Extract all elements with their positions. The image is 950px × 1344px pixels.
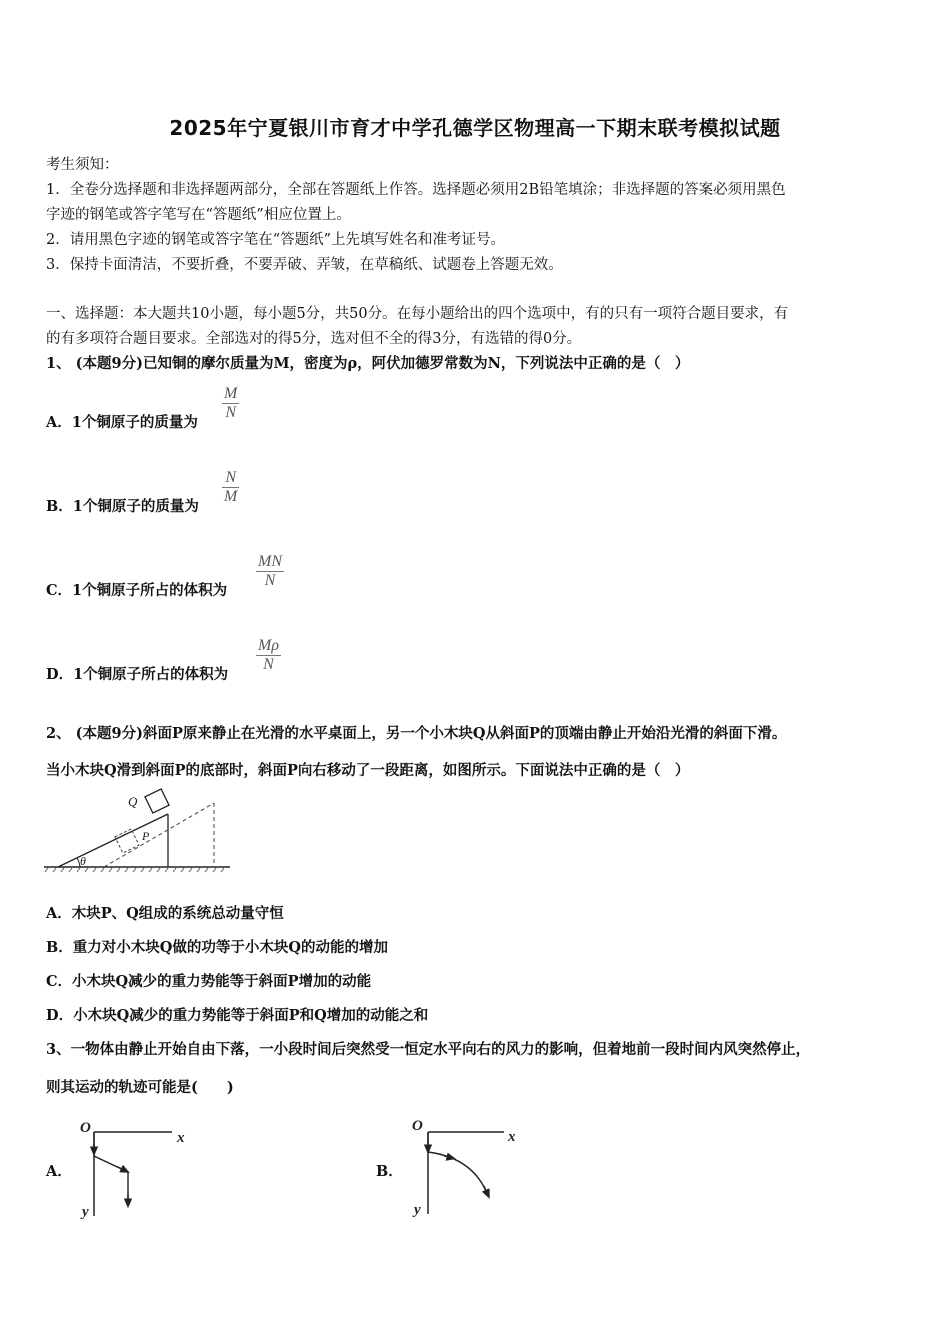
incline-figure (44, 786, 234, 874)
q1-option-b: B．1个铜原子的质量为 (46, 498, 199, 515)
notice-item: 2．请用黑色字迹的钢笔或答字笔在“答题纸”上先填写姓名和准考证号。 (46, 232, 506, 248)
q3-stem-line1: 3、一物体由静止开始自由下落，一小段时间后突然受一恒定水平向右的风力的影响，但着地前一段时间内风突然停止， (46, 1041, 811, 1058)
trajectory-b (428, 1132, 488, 1196)
y-axis-label: y (414, 1202, 421, 1218)
fraction-denominator: M (224, 488, 238, 505)
q1-option-d-fraction (256, 637, 281, 674)
block-q (145, 789, 169, 813)
q2-option-c: C．小木块Q减少的重力势能等于斜面P增加的动能 (46, 973, 372, 990)
section-instructions: 的有多项符合题目要求。全部选对的得5分，选对但不全的得3分，有选错的得0分。 (46, 331, 582, 347)
label-p: P (142, 829, 150, 843)
x-axis-label: x (177, 1130, 185, 1146)
fraction-numerator: Mρ (258, 637, 280, 654)
q1-option-c-fraction (256, 553, 284, 590)
notice-item: 字迹的钢笔或答字笔写在“答题纸”相应位置上。 (46, 207, 351, 223)
q3-stem-line2: 则其运动的轨迹可能是( ) (46, 1079, 234, 1096)
arrow (118, 1167, 126, 1171)
q2-option-a: A．木块P、Q组成的系统总动量守恒 (46, 905, 284, 922)
incline-slope (58, 814, 168, 867)
page-title: 2025年宁夏银川市育才中学孔德学区物理高一下期末联考模拟试题 (169, 116, 781, 140)
arrow (444, 1156, 452, 1158)
fraction-denominator: N (264, 572, 276, 589)
q2-stem-line1: 2、 (本题9分)斜面P原来静止在光滑的水平桌面上，另一个小木块Q从斜面P的顶端由静止开始沿光滑的斜面下滑。 (46, 725, 787, 742)
q1-option-a-fraction (222, 385, 239, 422)
fraction-numerator: N (225, 469, 236, 486)
block-q-dashed (115, 829, 139, 853)
label-q: Q (128, 794, 138, 809)
q2-stem-line2: 当小木块Q滑到斜面P的底部时，斜面P向右移动了一段距离，如图所示。下面说法中正确的是（ ） (46, 762, 690, 779)
q2-option-b: B．重力对小木块Q做的功等于小木块Q的动能的增加 (46, 939, 389, 956)
x-axis-label: x (508, 1129, 516, 1145)
q3-option-b-graph (404, 1110, 534, 1220)
notice-heading: 考生须知： (46, 157, 119, 173)
notice-item: 3．保持卡面清洁，不要折叠，不要弄破、弄皱，在草稿纸、试题卷上答题无效。 (46, 257, 563, 273)
arrow (484, 1186, 488, 1195)
fraction-numerator: M (224, 385, 238, 402)
q1-option-c: C．1个铜原子所占的体积为 (46, 582, 228, 599)
fraction-denominator: N (263, 656, 274, 673)
incline-dashed-slope (104, 803, 214, 867)
section-instructions: 一、选择题：本大题共10小题，每小题5分，共50分。在每小题给出的四个选项中，有的只有一项符合题目要求，有 (46, 306, 789, 322)
label-theta: θ (80, 854, 86, 868)
ground-hatching (45, 868, 224, 872)
notice-item: 1．全卷分选择题和非选择题两部分，全部在答题纸上作答。选择题必须用2B铅笔填涂；非选择题的答案必须用黑色 (46, 182, 786, 198)
q3-option-a-label: A． (46, 1163, 72, 1180)
fraction-denominator: N (225, 404, 236, 421)
q2-option-d: D．小木块Q减少的重力势能等于斜面P和Q增加的动能之和 (46, 1007, 429, 1024)
q1-option-b-fraction (222, 469, 239, 506)
y-axis-label: y (82, 1204, 89, 1220)
q3-option-b-label: B． (376, 1163, 403, 1180)
origin-label: O (412, 1118, 423, 1134)
q1-option-d: D．1个铜原子所占的体积为 (46, 666, 229, 683)
q3-option-a-graph (74, 1114, 204, 1224)
fraction-numerator: MN (258, 553, 282, 570)
q1-stem: 1、 (本题9分)已知铜的摩尔质量为M，密度为ρ，阿伏加德罗常数为N，下列说法中正确的是（ ） (46, 355, 690, 372)
q1-option-a: A．1个铜原子的质量为 (46, 414, 198, 431)
origin-label: O (80, 1120, 91, 1136)
